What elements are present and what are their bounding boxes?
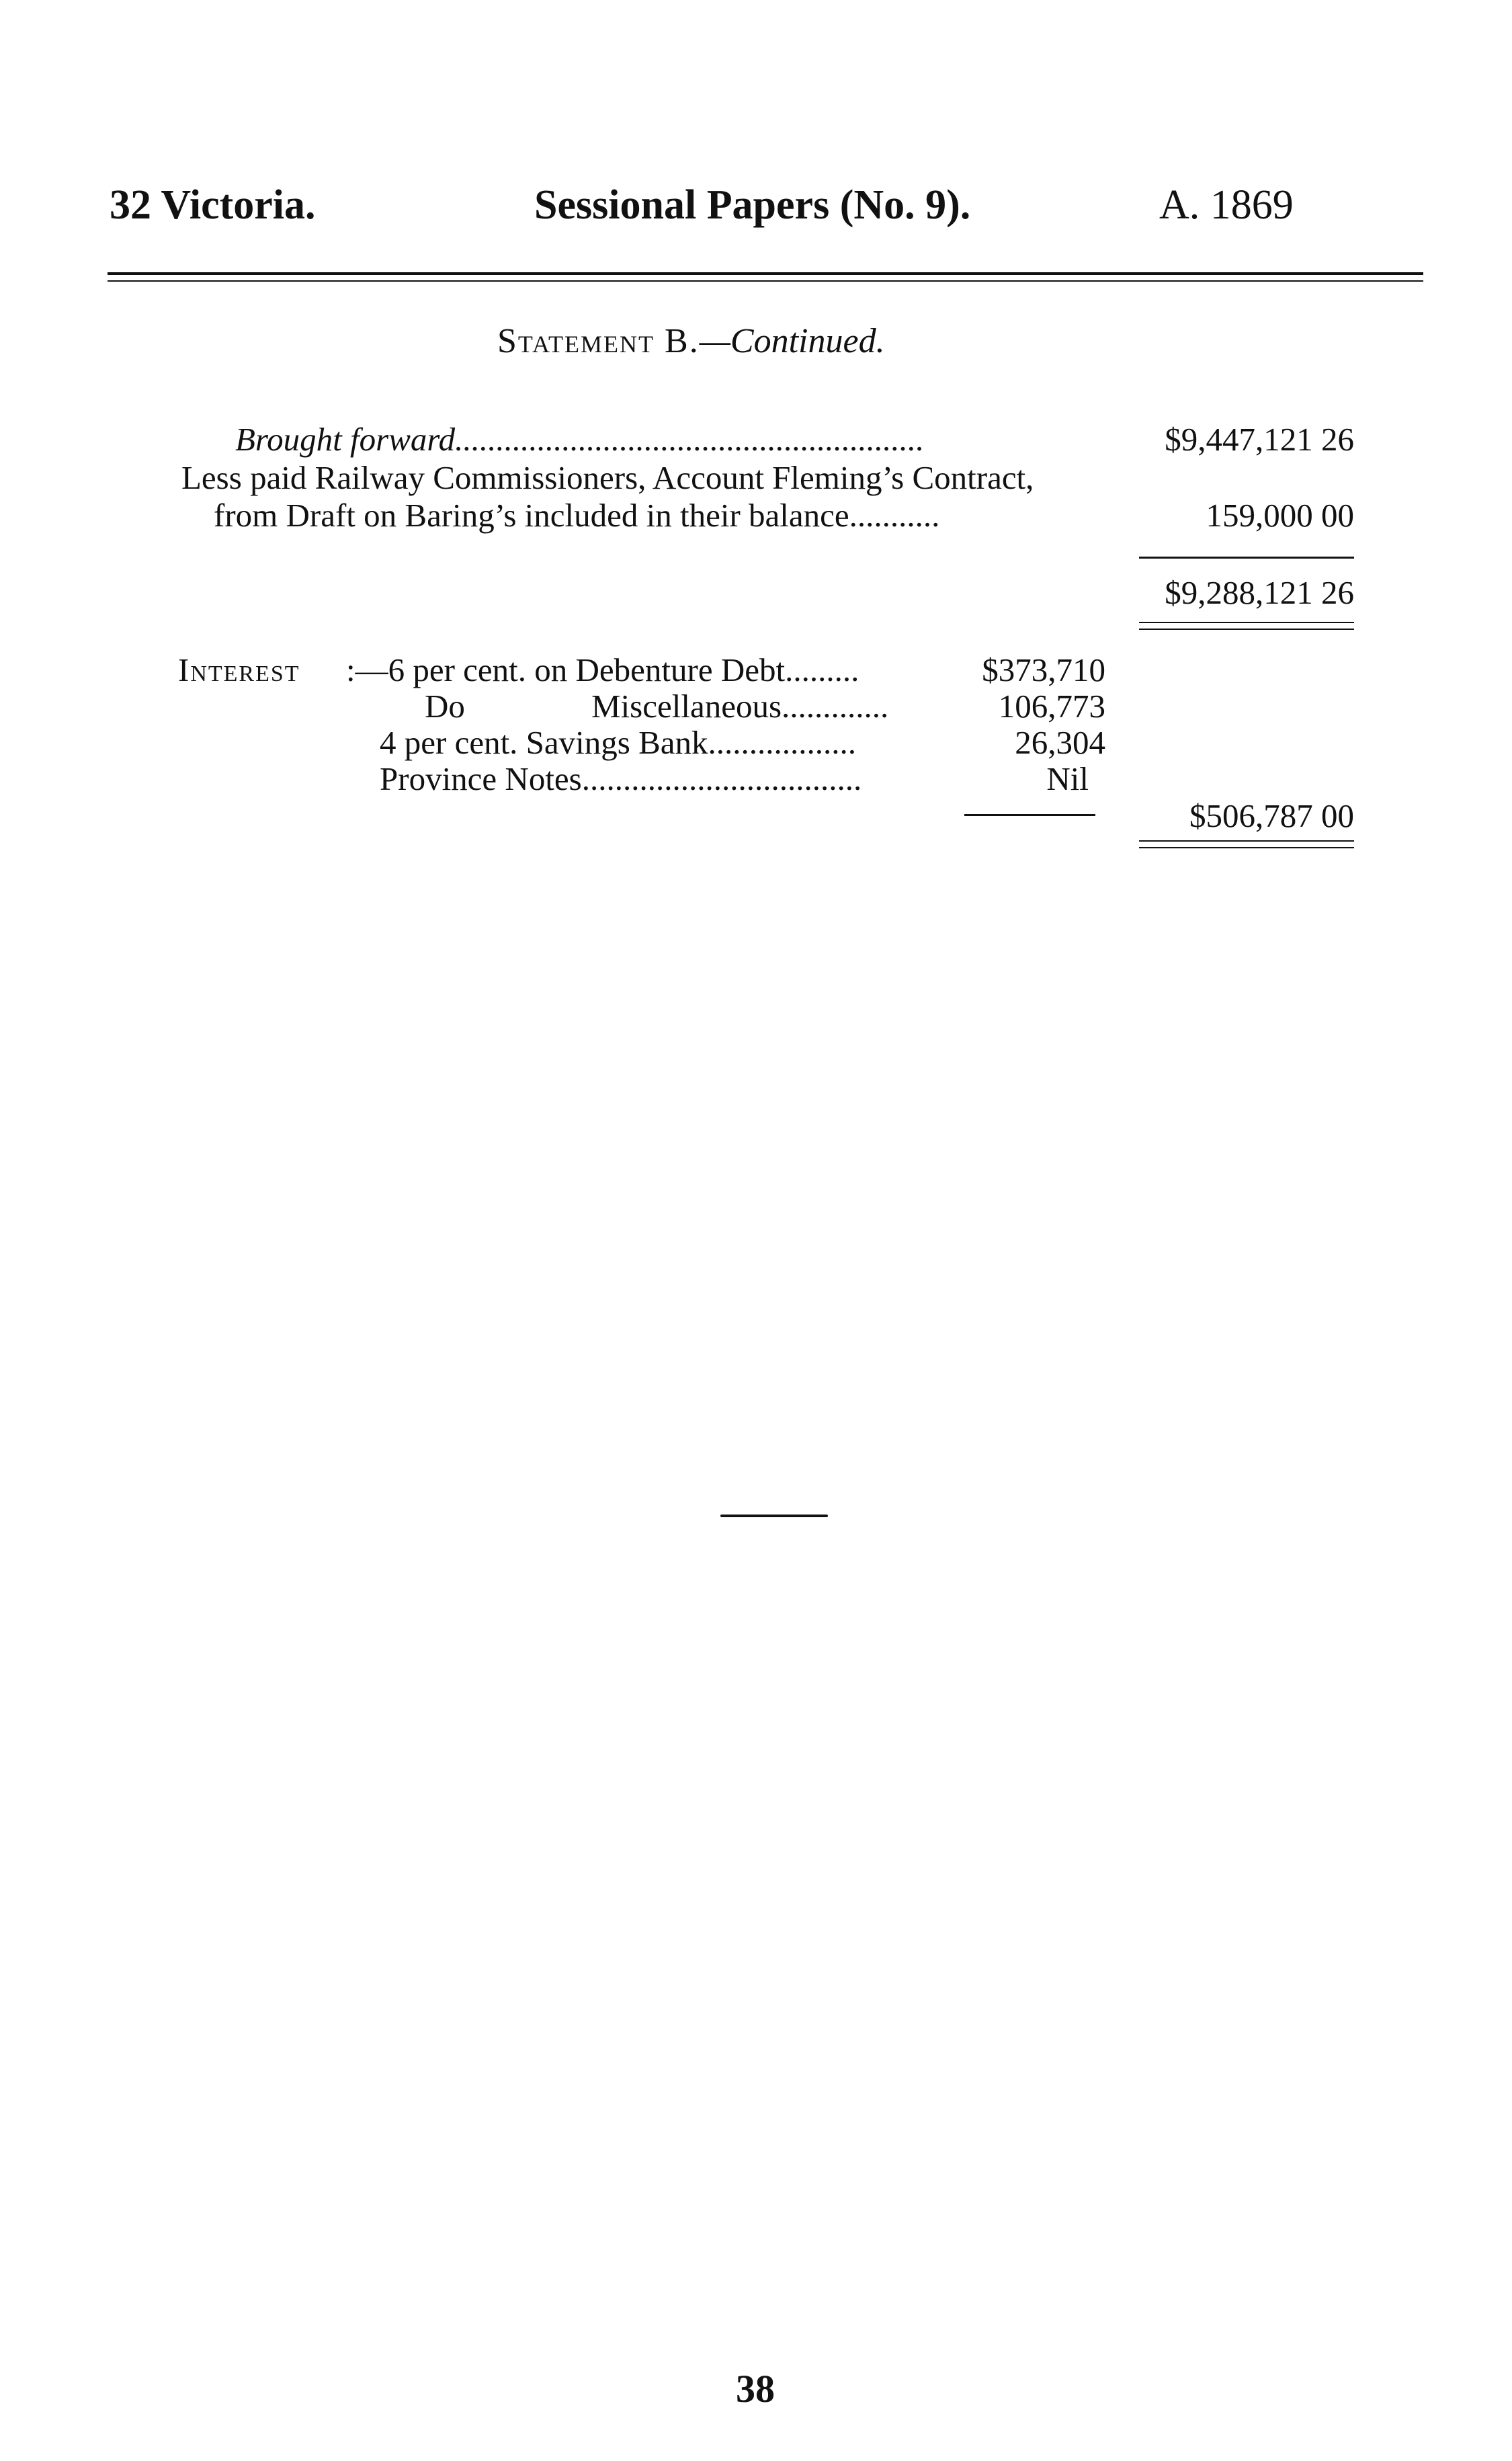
interest-double-rule-bottom	[1139, 847, 1354, 848]
interest-item-label: :—6 per cent. on Debenture Debt.........	[346, 651, 859, 688]
interest-item-amount: Nil	[1046, 760, 1089, 797]
interest-item-amount: $373,710	[982, 651, 1105, 688]
page-number: 38	[736, 2367, 775, 2411]
header-year: A. 1869	[1159, 182, 1294, 228]
total-double-rule-bottom	[1139, 629, 1354, 630]
less-paid-amount: 159,000 00	[1206, 497, 1354, 534]
end-ornament-rule	[720, 1515, 828, 1517]
balance-total: $9,288,121 26	[1165, 574, 1354, 611]
interest-item-amount: 26,304	[1015, 724, 1105, 761]
interest-subtotal-rule	[964, 814, 1095, 816]
statement-title-main: Statement B.	[497, 322, 700, 360]
subtotal-rule	[1139, 557, 1354, 559]
header-title: Sessional Papers (No. 9).	[534, 182, 971, 228]
header-volume: 32 Victoria.	[110, 182, 316, 228]
statement-title	[497, 321, 885, 361]
header-rule-thin	[108, 280, 1423, 282]
total-double-rule-top	[1139, 622, 1354, 623]
less-paid-line-1: Less paid Railway Commissioners, Account Fleming’s Contract,	[181, 459, 1034, 496]
interest-item-label: Province Notes..................................	[380, 760, 862, 797]
interest-total: $506,787 00	[1189, 797, 1354, 834]
interest-heading: Interest	[178, 651, 300, 688]
interest-item-label: Do	[425, 688, 465, 725]
brought-forward-label: Brought forward.........................................................	[235, 421, 925, 458]
statement-title-continued: —Continued.	[699, 322, 885, 360]
interest-double-rule-top	[1139, 840, 1354, 842]
brought-forward-amount: $9,447,121 26	[1165, 421, 1354, 458]
less-paid-line-2: from Draft on Baring’s included in their balance...........	[214, 497, 940, 534]
interest-item-label: 4 per cent. Savings Bank..................	[380, 724, 857, 761]
interest-item-amount: 106,773	[998, 688, 1105, 725]
interest-item-label-2: Miscellaneous.............	[591, 688, 889, 725]
header-rule-thick	[108, 272, 1423, 275]
